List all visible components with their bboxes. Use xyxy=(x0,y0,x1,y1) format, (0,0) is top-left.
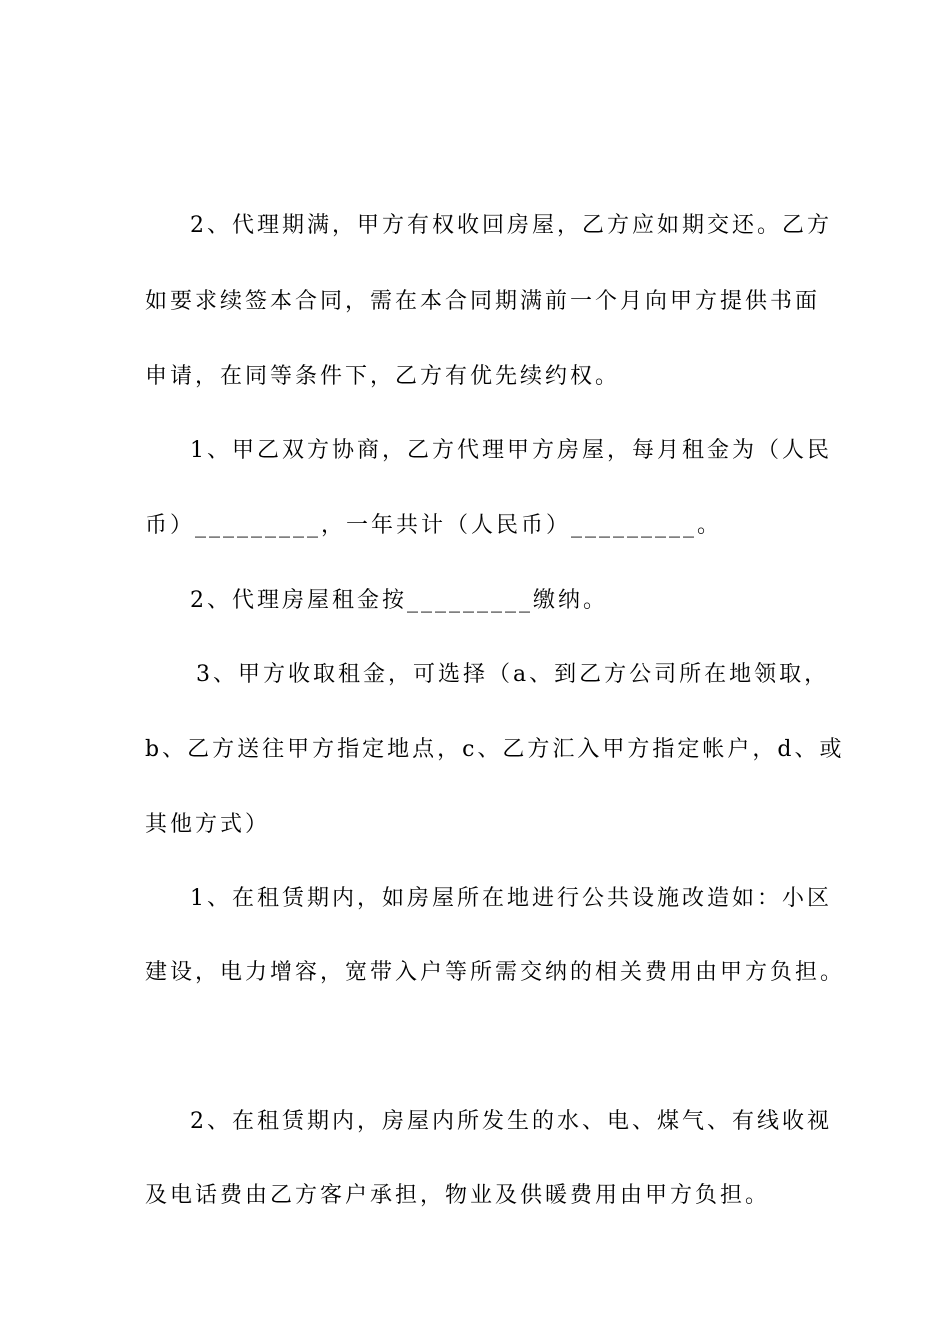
paragraph-line: 币）_________，一年共计（人民币）_________。 xyxy=(145,513,723,538)
paragraph-line: 申请，在同等条件下，乙方有优先续约权。 xyxy=(145,364,621,389)
paragraph-line: 其他方式） xyxy=(145,812,271,837)
paragraph-line: 如要求续签本合同，需在本合同期满前一个月向甲方提供书面 xyxy=(145,289,821,314)
paragraph-line: b、乙方送往甲方指定地点，c、乙方汇入甲方指定帐户，d、或 xyxy=(145,737,845,762)
paragraph-line: 2、代理期满，甲方有权收回房屋，乙方应如期交还。乙方 xyxy=(190,213,832,238)
paragraph-line: 建设，电力增容，宽带入户等所需交纳的相关费用由甲方负担。 xyxy=(145,960,846,985)
paragraph-line: 2、在租赁期内，房屋内所发生的水、电、煤气、有线收视 xyxy=(190,1109,832,1134)
paragraph-line: 及电话费由乙方客户承担，物业及供暖费用由甲方负担。 xyxy=(145,1183,771,1208)
paragraph-line: 3、甲方收取租金，可选择（a、到乙方公司所在地领取， xyxy=(196,662,830,687)
paragraph-line: 2、代理房屋租金按_________缴纳。 xyxy=(190,588,608,613)
paragraph-line: 1、在租赁期内，如房屋所在地进行公共设施改造如：小区 xyxy=(190,886,832,911)
paragraph-line: 1、甲乙双方协商，乙方代理甲方房屋，每月租金为（人民 xyxy=(190,438,832,463)
